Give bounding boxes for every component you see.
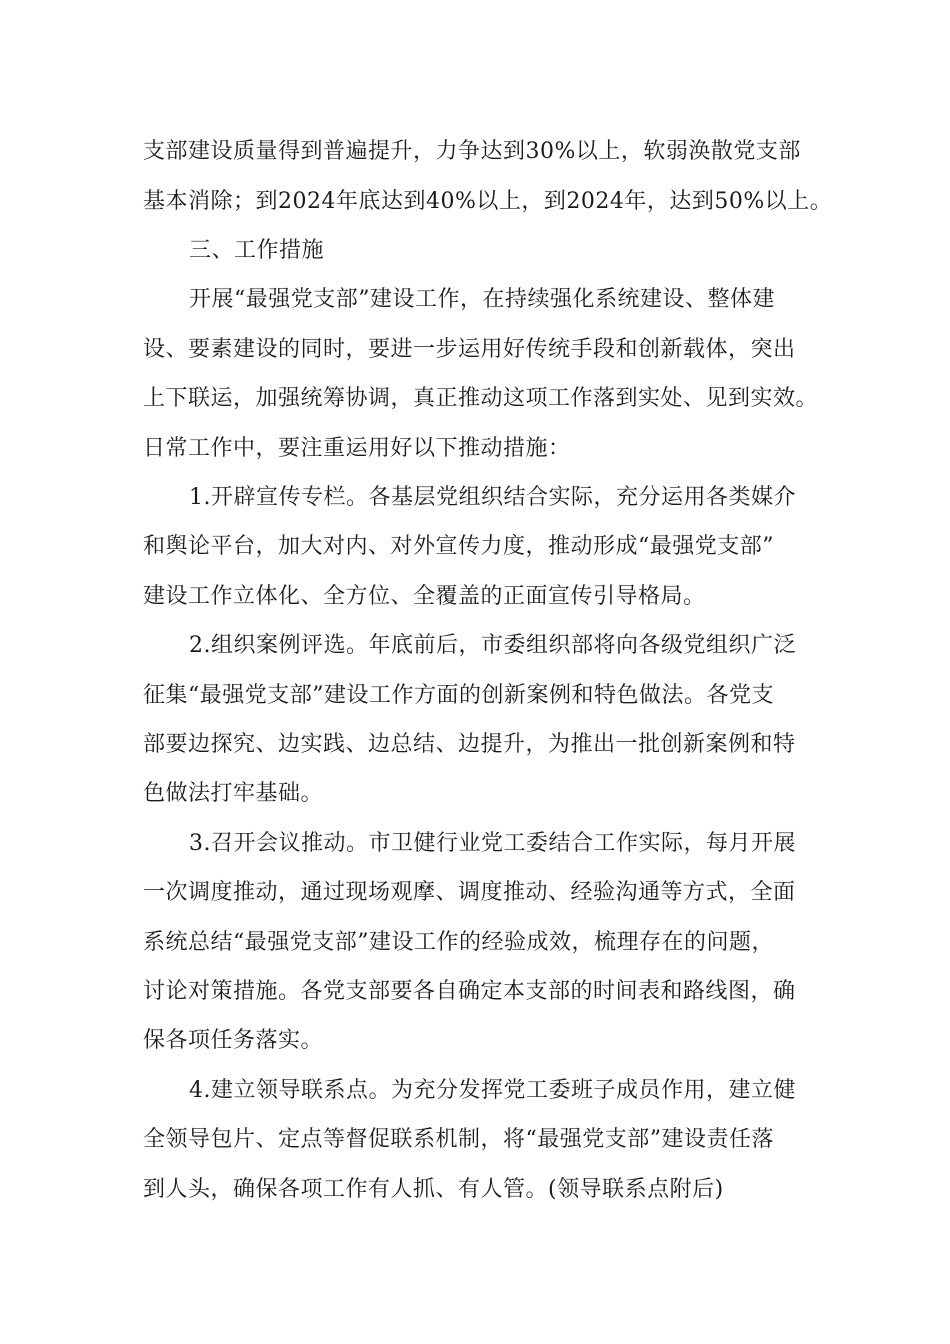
text-line: 4.建立领导联系点。为充分发挥党工委班子成员作用，建立健 [189, 1078, 796, 1103]
text-line: 日常工作中，要注重运用好以下推动措施： [143, 436, 571, 461]
text-line: 设、要素建设的同时，要进一步运用好传统手段和创新载体，突出 [143, 337, 796, 362]
text-line: 3.召开会议推动。市卫健行业党工委结合工作实际，每月开展 [189, 831, 796, 856]
text-line: 一次调度推动，通过现场观摩、调度推动、经验沟通等方式，全面 [143, 880, 796, 905]
text-line: 讨论对策措施。各党支部要各自确定本支部的时间表和路线图，确 [143, 979, 796, 1004]
text-line: 支部建设质量得到普遍提升，力争达到30%以上，软弱涣散党支部 [143, 139, 801, 164]
text-line: 和舆论平台，加大对内、对外宣传力度，推动形成“最强党支部” [143, 534, 774, 559]
text-line: 2.组织案例评选。年底前后，市委组织部将向各级党组织广泛 [189, 633, 796, 658]
text-line: 开展“最强党支部”建设工作，在持续强化系统建设、整体建 [189, 287, 775, 312]
text-line: 基本消除；到2024年底达到40%以上，到2024年，达到50%以上。 [143, 189, 833, 214]
text-line: 建设工作立体化、全方位、全覆盖的正面宣传引导格局。 [143, 584, 706, 609]
text-line: 色做法打牢基础。 [143, 781, 324, 806]
section-heading: 三、工作措施 [189, 238, 325, 263]
text-line: 部要边探究、边实践、边总结、边提升，为推出一批创新案例和特 [143, 732, 796, 757]
text-line: 系统总结“最强党支部”建设工作的经验成效，梳理存在的问题， [143, 930, 774, 955]
text-line: 征集“最强党支部”建设工作方面的创新案例和特色做法。各党支 [143, 683, 774, 708]
text-line: 保各项任务落实。 [143, 1028, 324, 1053]
text-line: 1.开辟宣传专栏。各基层党组织结合实际，充分运用各类媒介 [189, 485, 796, 510]
text-line: 到人头，确保各项工作有人抓、有人管。(领导联系点附后) [143, 1177, 724, 1202]
text-line: 全领导包片、定点等督促联系机制，将“最强党支部”建设责任落 [143, 1127, 774, 1152]
text-line: 上下联运，加强统筹协调，真正推动这项工作落到实处、见到实效。 [143, 386, 819, 411]
